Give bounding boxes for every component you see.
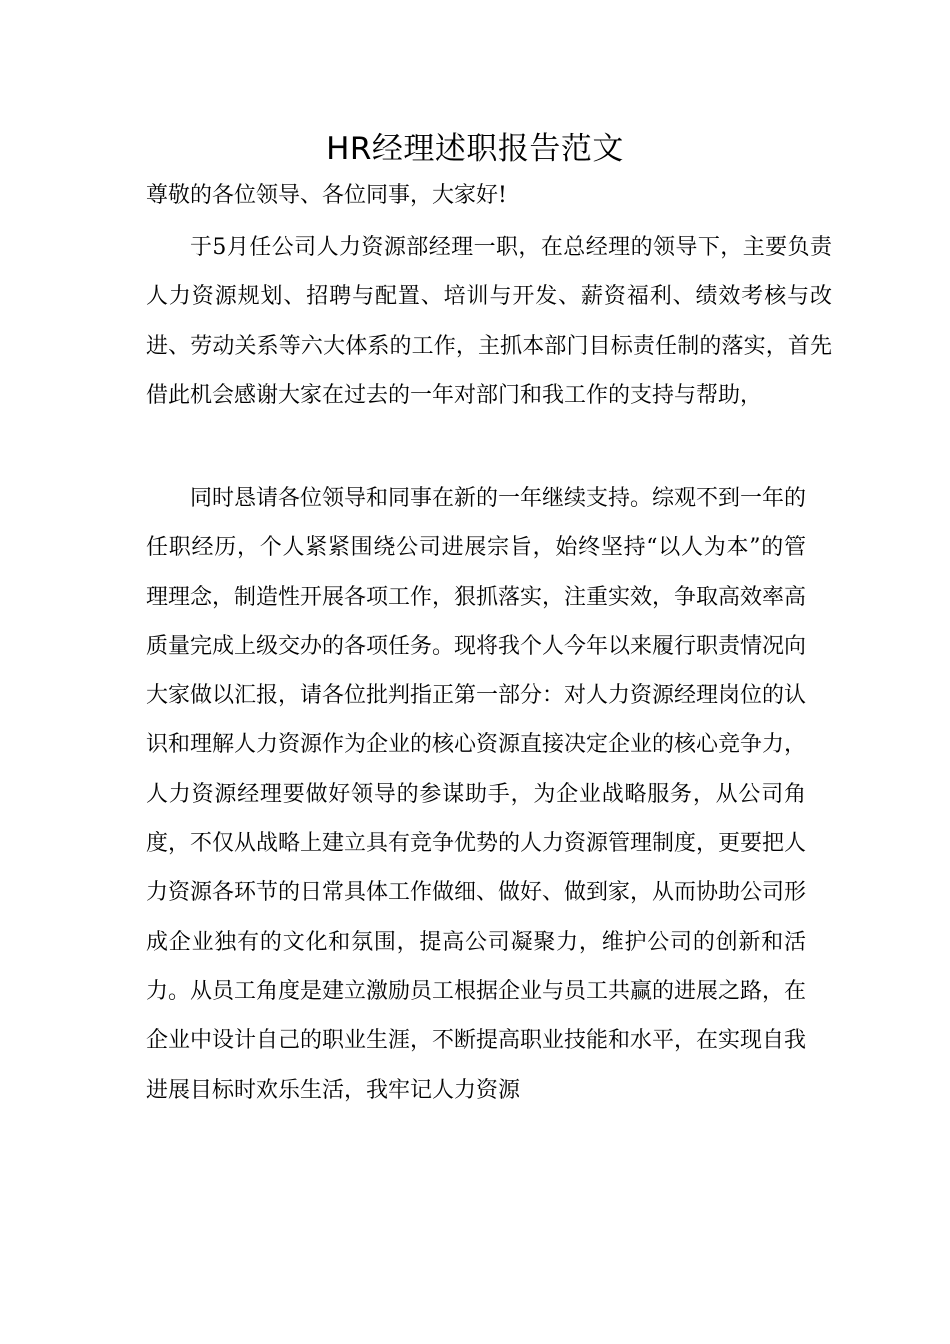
greeting-line: 尊敬的各位领导、各位同事，大家好! xyxy=(146,183,507,208)
paragraph-1: 于5月任公司人力资源部经理一职，在总经理的领导下，主要负责人力资源规划、招聘与配置、培训与开发、薪资福利、绩效考核与改进、劳动关系等六大体系的工作，主抓本部门目标责任制的落实，首先借此机会感谢大家在过去的一年对部门和我工作的支持与帮助， xyxy=(146,235,832,408)
paragraph-2: 同时恳请各位领导和同事在新的一年继续支持。综观不到一年的任职经历，个人紧紧围绕公司进展宗旨，始终坚持“以人为本”的管理理念，制造性开展各项工作，狠抓落实，注重实效，争取高效率高质量完成上级交办的各项任务。现将我个人今年以来履行职责情况向大家做以汇报，请各位批判指正第一部分：对人力资源经理岗位的认识和理解人力资源作为企业的核心资源直接决定企业的核心竞争力，人力资源经理要做好领导的参谋助手，为企业战略服务，从公司角度，不仅从战略上建立具有竞争优势的人力资源管理制度，更要把人力资源各环节的日常具体工作做细、做好、做到家，从而协助公司形成企业独有的文化和氛围，提高公司凝聚力，维护公司的创新和活力。从员工角度是建立激励员工根据企业与员工共赢的进展之路，在企业中设计自己的职业生涯，不断提高职业技能和水平，在实现自我进展目标时欢乐生活，我牢记人力资源 xyxy=(146,486,807,1103)
document-title: HR经理述职报告范文 xyxy=(326,131,624,167)
